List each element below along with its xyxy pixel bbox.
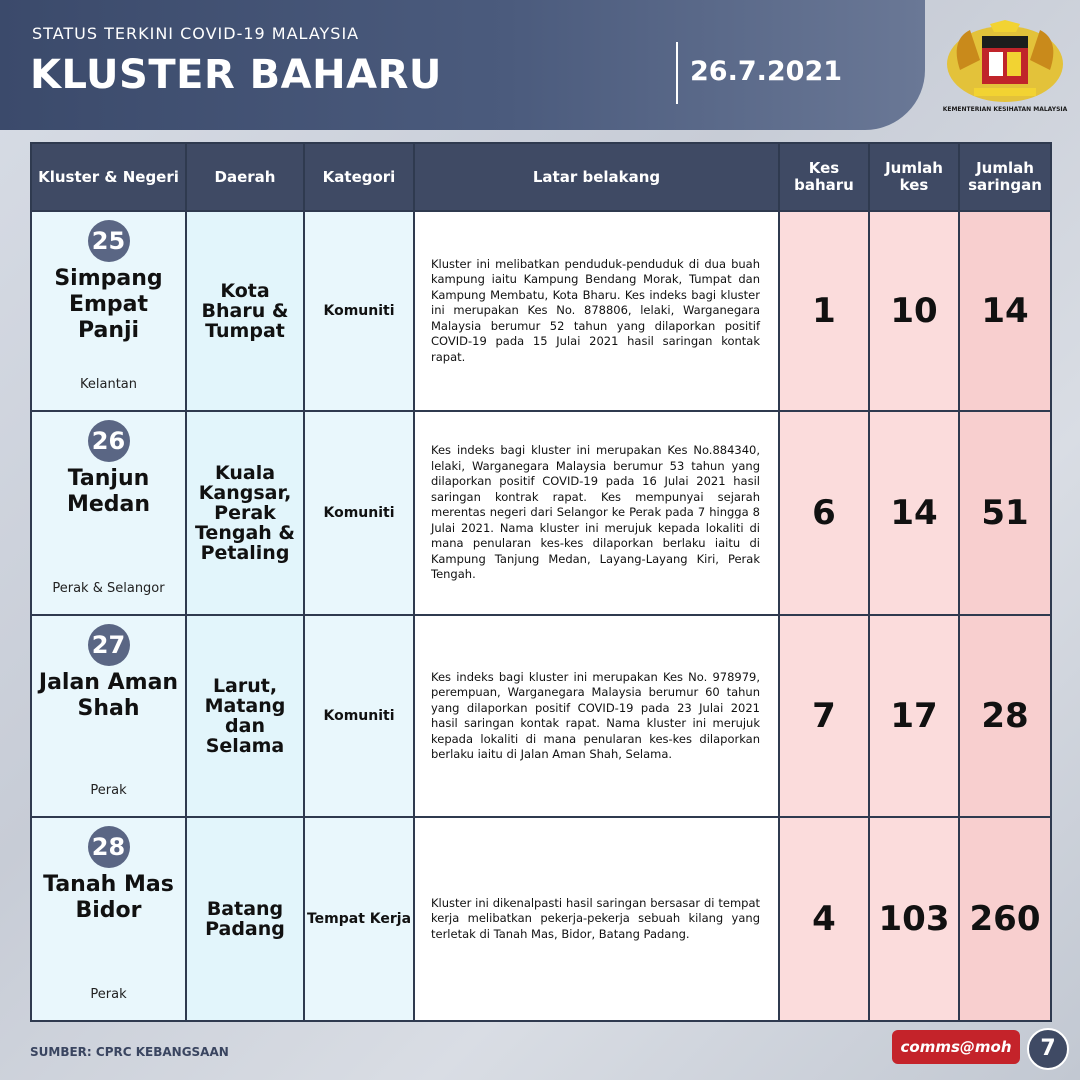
logo-caption: KEMENTERIAN KESIHATAN MALAYSIA xyxy=(942,106,1068,113)
cluster-cell xyxy=(31,615,186,817)
cluster-cell xyxy=(31,411,186,615)
jumlah-saringan-cell xyxy=(959,211,1051,411)
cluster-number-badge: 28 xyxy=(88,826,130,868)
daerah-cell xyxy=(186,411,304,615)
kes-baharu-value: 4 xyxy=(812,899,836,939)
report-date: 26.7.2021 xyxy=(690,56,843,87)
jumlah-kes-value: 17 xyxy=(890,696,938,736)
table-row xyxy=(31,817,1051,1021)
cluster-state: Perak xyxy=(90,783,127,798)
daerah-cell xyxy=(186,211,304,411)
kes-baharu-cell xyxy=(779,615,869,817)
header-latar-belakang: Latar belakang xyxy=(414,143,779,211)
page-title: KLUSTER BAHARU xyxy=(30,52,442,98)
latar-cell xyxy=(414,817,779,1021)
table-header-row xyxy=(31,143,1051,211)
brand-badge: comms@moh xyxy=(892,1030,1020,1064)
latar-text: Kes indeks bagi kluster ini merupakan Kes No.884340, lelaki, Warganegara Malaysia berumur 53 tahun yang dilaporkan positif COVID-19 pada 16 Julai 2021 hasil saringan kontrak rapat. Kes mempunyai sejarah merentas negeri dari Selangor ke Perak pada 7 hingga 8 Julai 2021. Nama kluster ini merujuk kepada lokaliti di mana penularan kes-kes dilaporkan berlaku iaitu di Kampung Tanjung Medan, Layang-Layang Kiri, Perak Tengah. xyxy=(431,443,760,582)
jumlah-saringan-cell xyxy=(959,615,1051,817)
kategori-cell xyxy=(304,615,414,817)
kategori-cell xyxy=(304,817,414,1021)
cluster-state: Perak xyxy=(90,987,127,1002)
daerah-text: Larut, Matang dan Selama xyxy=(204,675,286,757)
header-kategori: Kategori xyxy=(304,143,414,211)
daerah-cell xyxy=(186,615,304,817)
cluster-table xyxy=(30,142,1052,1022)
header-jumlah-kes: Jumlah kes xyxy=(869,143,959,211)
page-number: 7 xyxy=(1027,1028,1069,1070)
daerah-text: Batang Padang xyxy=(205,898,285,940)
source-label: SUMBER: CPRC KEBANGSAAN xyxy=(30,1045,229,1059)
latar-text: Kluster ini melibatkan penduduk-penduduk di dua buah kampung iaitu Kampung Bendang Morak, Tumpat dan Kampung Membatu, Kota Bharu. Kes indeks bagi kluster ini merupakan Kes No. 878806, lelaki, Warganegara Malaysia berumur 52 tahun yang dilaporkan positif COVID-19 pada 15 Julai 2021 hasil saringan kontak rapat. xyxy=(431,256,760,364)
daerah-cell xyxy=(186,817,304,1021)
cluster-cell xyxy=(31,817,186,1021)
table-row xyxy=(31,411,1051,615)
jumlah-kes-cell xyxy=(869,411,959,615)
cluster-state: Kelantan xyxy=(80,377,137,392)
cluster-name: Tanah Mas Bidor xyxy=(43,872,174,923)
daerah-text: Kuala Kangsar, Perak Tengah & Petaling xyxy=(195,462,295,564)
daerah-text: Kota Bharu & Tumpat xyxy=(201,280,289,342)
header-kluster-negeri: Kluster & Negeri xyxy=(31,143,186,211)
kes-baharu-cell xyxy=(779,211,869,411)
jumlah-kes-cell xyxy=(869,211,959,411)
jumlah-saringan-cell xyxy=(959,817,1051,1021)
cluster-state: Perak & Selangor xyxy=(52,581,165,596)
header-banner xyxy=(0,0,925,130)
table-row xyxy=(31,211,1051,411)
cluster-number-badge: 25 xyxy=(88,220,130,262)
header-jumlah-saringan: Jumlah saringan xyxy=(959,143,1051,211)
jumlah-kes-value: 14 xyxy=(890,493,938,533)
jumlah-kes-value: 103 xyxy=(878,899,950,939)
kategori-text: Komuniti xyxy=(323,708,395,724)
kes-baharu-value: 7 xyxy=(812,696,836,736)
kategori-text: Komuniti xyxy=(323,303,395,319)
kes-baharu-value: 1 xyxy=(812,291,836,331)
jumlah-saringan-value: 14 xyxy=(981,291,1029,331)
cluster-name: Jalan Aman Shah xyxy=(38,670,179,721)
kes-baharu-value: 6 xyxy=(812,493,836,533)
cluster-name: Simpang Empat Panji xyxy=(54,266,163,343)
jumlah-saringan-cell xyxy=(959,411,1051,615)
header-kes-baharu: Kes baharu xyxy=(779,143,869,211)
jumlah-saringan-value: 260 xyxy=(969,899,1041,939)
latar-cell xyxy=(414,211,779,411)
jumlah-kes-value: 10 xyxy=(890,291,938,331)
cluster-number-badge: 27 xyxy=(88,624,130,666)
kategori-cell xyxy=(304,211,414,411)
header-divider xyxy=(676,42,678,104)
table-row xyxy=(31,615,1051,817)
kes-baharu-cell xyxy=(779,817,869,1021)
latar-text: Kluster ini dikenalpasti hasil saringan bersasar di tempat kerja melibatkan pekerja-pekerja sebuah kilang yang terletak di Tanah Mas, Bidor, Batang Padang. xyxy=(431,895,760,941)
kategori-text: Komuniti xyxy=(323,505,395,521)
jumlah-saringan-value: 28 xyxy=(981,696,1029,736)
latar-cell xyxy=(414,411,779,615)
cluster-number-badge: 26 xyxy=(88,420,130,462)
latar-text: Kes indeks bagi kluster ini merupakan Kes No. 978979, perempuan, Warganegara Malaysia berumur 60 tahun yang dilaporkan positif COVID-19 pada 23 Julai 2021 hasil saringan kontak rapat. Nama kluster ini merujuk kepada lokaliti di mana penularan kes-kes dilaporkan berlaku iaitu di Jalan Aman Shah, Selama. xyxy=(431,669,760,761)
latar-cell xyxy=(414,615,779,817)
jumlah-kes-cell xyxy=(869,817,959,1021)
kategori-cell xyxy=(304,411,414,615)
kategori-text: Tempat Kerja xyxy=(306,911,412,927)
jumlah-kes-cell xyxy=(869,615,959,817)
kes-baharu-cell xyxy=(779,411,869,615)
header-daerah: Daerah xyxy=(186,143,304,211)
cluster-cell xyxy=(31,211,186,411)
cluster-name: Tanjun Medan xyxy=(66,466,151,517)
jumlah-saringan-value: 51 xyxy=(981,493,1029,533)
header-subtitle: STATUS TERKINI COVID-19 MALAYSIA xyxy=(32,24,360,43)
